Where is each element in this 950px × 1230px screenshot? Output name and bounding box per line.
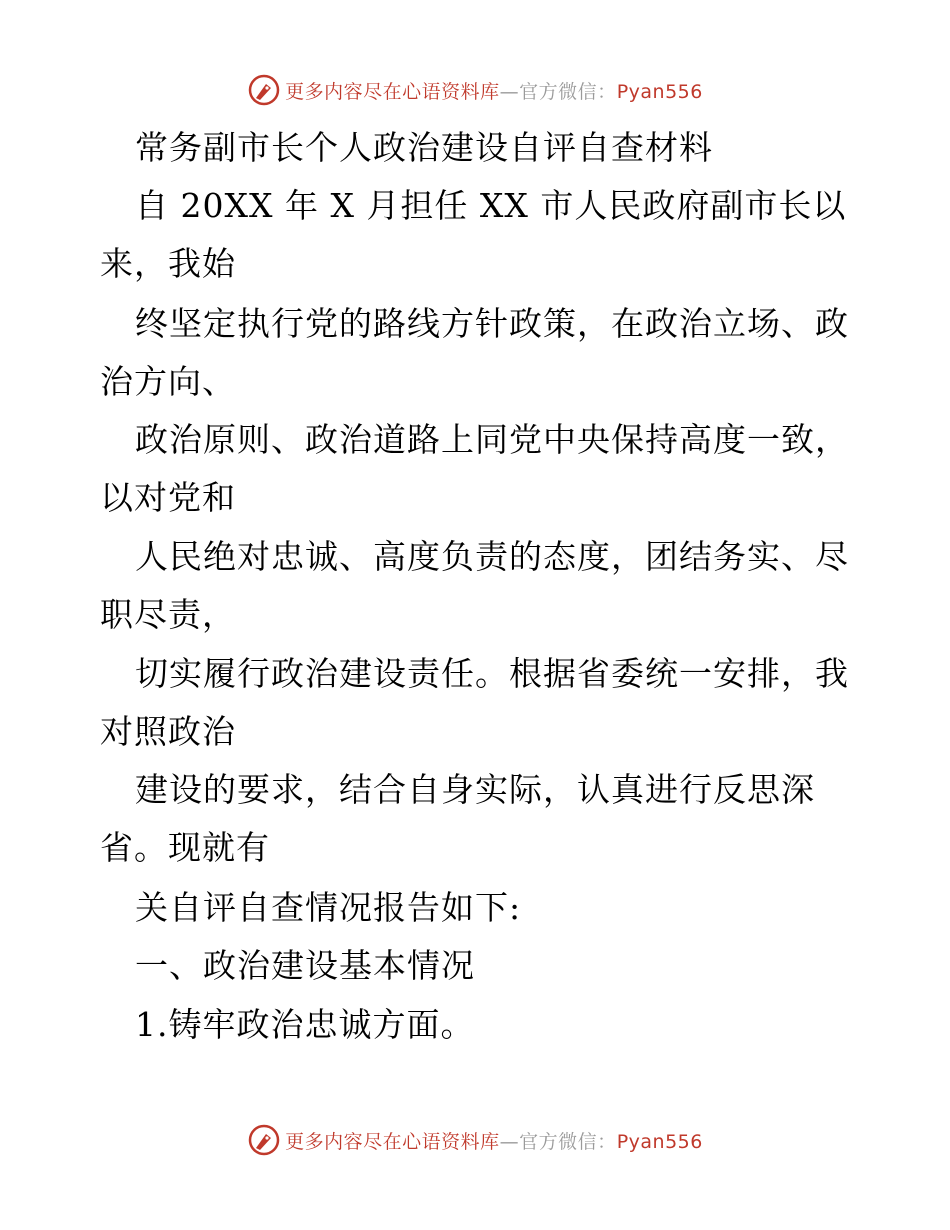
watermark-dash: — — [499, 1130, 520, 1153]
pen-nib-logo-icon — [247, 73, 281, 107]
paragraph-line: 切实履行政治建设责任。根据省委统一安排，我 — [135, 654, 849, 693]
pen-nib-logo-icon — [247, 1123, 281, 1157]
watermark-dash: — — [499, 80, 520, 103]
paragraph-line: 治方向、 — [100, 362, 236, 401]
paragraph-line: 人民绝对忠诚、高度负责的态度，团结务实、尽 — [135, 537, 849, 576]
subsection-heading: 1.铸牢政治忠诚方面。 — [135, 1005, 475, 1044]
paragraph-line: 建设的要求，结合自身实际，认真进行反思深 — [135, 770, 815, 809]
paragraph-line: 省。现就有 — [100, 828, 270, 867]
paragraph-line: 自 20XX 年 X 月担任 XX 市人民政府副市长以 — [135, 186, 847, 225]
paragraph-line: 终坚定执行党的路线方针政策，在政治立场、政 — [135, 304, 849, 343]
paragraph-line: 政治原则、政治道路上同党中央保持高度一致， — [135, 420, 849, 459]
paragraph-line: 来，我始 — [100, 244, 236, 283]
section-heading: 一、政治建设基本情况 — [135, 946, 475, 985]
paragraph-line: 关自评自查情况报告如下: — [135, 888, 522, 927]
watermark-wechat-label: 官方微信： — [519, 1130, 617, 1153]
watermark-text: 更多内容尽在心语资料库 — [285, 80, 500, 103]
watermark-wechat-id: Pyan556 — [616, 1130, 703, 1153]
watermark-wechat-label: 官方微信： — [519, 80, 617, 103]
footer-watermark — [0, 1120, 950, 1160]
paragraph-line: 职尽责， — [100, 595, 236, 634]
watermark-text: 更多内容尽在心语资料库 — [285, 1130, 500, 1153]
paragraph-line: 对照政治 — [100, 712, 236, 751]
paragraph-line: 以对党和 — [100, 478, 236, 517]
document-title: 常务副市长个人政治建设自评自查材料 — [135, 128, 713, 167]
header-watermark — [0, 70, 950, 110]
watermark-wechat-id: Pyan556 — [616, 80, 703, 103]
